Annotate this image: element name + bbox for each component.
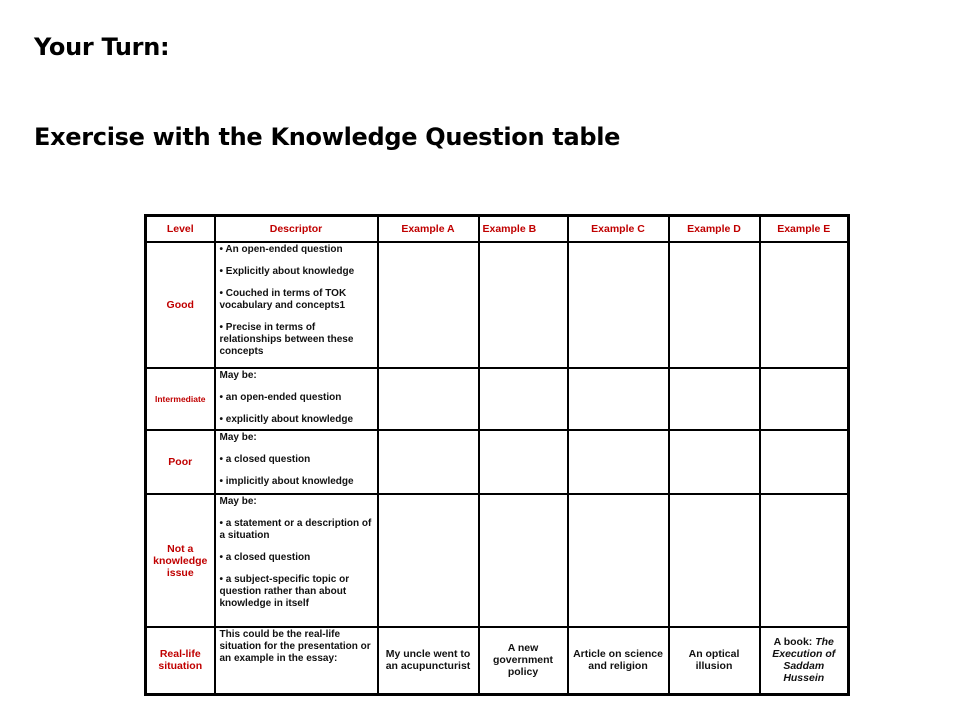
cell-intermediate-e[interactable]: [760, 368, 849, 430]
cell-intermediate-d[interactable]: [669, 368, 760, 430]
slide-title: Your Turn:: [34, 33, 170, 61]
header-example-d: Example D: [669, 216, 760, 243]
cell-poor-e[interactable]: [760, 430, 849, 494]
descriptor-line: May be:: [219, 496, 257, 507]
example-b-cell: A new government policy: [479, 627, 568, 694]
descriptor-line: • an open-ended question: [219, 392, 342, 403]
level-not-knowledge-issue: Not a knowledge issue: [146, 494, 215, 627]
header-example-e: Example E: [760, 216, 849, 243]
header-row: [146, 216, 849, 243]
example-c-cell: Article on science and religion: [568, 627, 669, 694]
example-e-prefix: A book:: [773, 636, 816, 649]
header-example-b: Example B: [479, 216, 568, 243]
example-e-book-title: The Execution of Saddam Hussein: [772, 636, 836, 685]
cell-good-c[interactable]: [568, 242, 669, 368]
cell-good-e[interactable]: [760, 242, 849, 368]
header-example-a: Example A: [378, 216, 479, 243]
row-real-life-situation: [146, 627, 849, 694]
level-good: Good: [146, 242, 215, 368]
descriptor-line: • a statement or a description of a situation: [219, 518, 372, 541]
cell-poor-c[interactable]: [568, 430, 669, 494]
example-e-cell: [760, 627, 849, 694]
descriptor-line: • implicitly about knowledge: [219, 476, 354, 487]
cell-poor-b[interactable]: [479, 430, 568, 494]
cell-poor-d[interactable]: [669, 430, 760, 494]
row-intermediate: [146, 368, 849, 430]
descriptor-line: • a closed question: [219, 454, 311, 465]
descriptor-not-knowledge-issue: [215, 494, 378, 627]
level-poor: Poor: [146, 430, 215, 494]
descriptor-line: • Explicitly about knowledge: [219, 266, 355, 277]
cell-intermediate-b[interactable]: [479, 368, 568, 430]
row-poor: [146, 430, 849, 494]
example-a-cell: My uncle went to an acupuncturist: [378, 627, 479, 694]
cell-good-b[interactable]: [479, 242, 568, 368]
descriptor-line: • explicitly about knowledge: [219, 414, 354, 425]
descriptor-line: • a subject-specific topic or question rather than about knowledge in itself: [219, 574, 350, 609]
header-level: Level: [146, 216, 215, 243]
row-not-knowledge-issue: [146, 494, 849, 627]
slide-subtitle: Exercise with the Knowledge Question table: [34, 123, 621, 151]
descriptor-line: May be:: [219, 370, 257, 381]
cell-intermediate-a[interactable]: [378, 368, 479, 430]
cell-not-ki-d[interactable]: [669, 494, 760, 627]
descriptor-intermediate: [215, 368, 378, 430]
example-d-cell: An optical illusion: [669, 627, 760, 694]
header-descriptor: Descriptor: [215, 216, 378, 243]
descriptor-line: This could be the real-life situation for the presentation or an example in the essay:: [219, 629, 371, 664]
descriptor-line: • An open-ended question: [219, 244, 343, 255]
cell-intermediate-c[interactable]: [568, 368, 669, 430]
descriptor-line: • a closed question: [219, 552, 311, 563]
descriptor-real-life-situation: [215, 627, 378, 694]
descriptor-line: • Couched in terms of TOK vocabulary and concepts1: [219, 288, 347, 311]
level-real-life-situation: Real-life situation: [146, 627, 215, 694]
cell-not-ki-a[interactable]: [378, 494, 479, 627]
knowledge-question-table: [144, 214, 850, 696]
cell-not-ki-c[interactable]: [568, 494, 669, 627]
header-example-c: Example C: [568, 216, 669, 243]
cell-not-ki-e[interactable]: [760, 494, 849, 627]
descriptor-line: • Precise in terms of relationships between these concepts: [219, 322, 354, 357]
cell-good-d[interactable]: [669, 242, 760, 368]
cell-good-a[interactable]: [378, 242, 479, 368]
row-good: [146, 242, 849, 368]
level-intermediate: Intermediate: [146, 368, 215, 430]
descriptor-good: [215, 242, 378, 368]
cell-poor-a[interactable]: [378, 430, 479, 494]
cell-not-ki-b[interactable]: [479, 494, 568, 627]
descriptor-line: May be:: [219, 432, 257, 443]
descriptor-poor: [215, 430, 378, 494]
